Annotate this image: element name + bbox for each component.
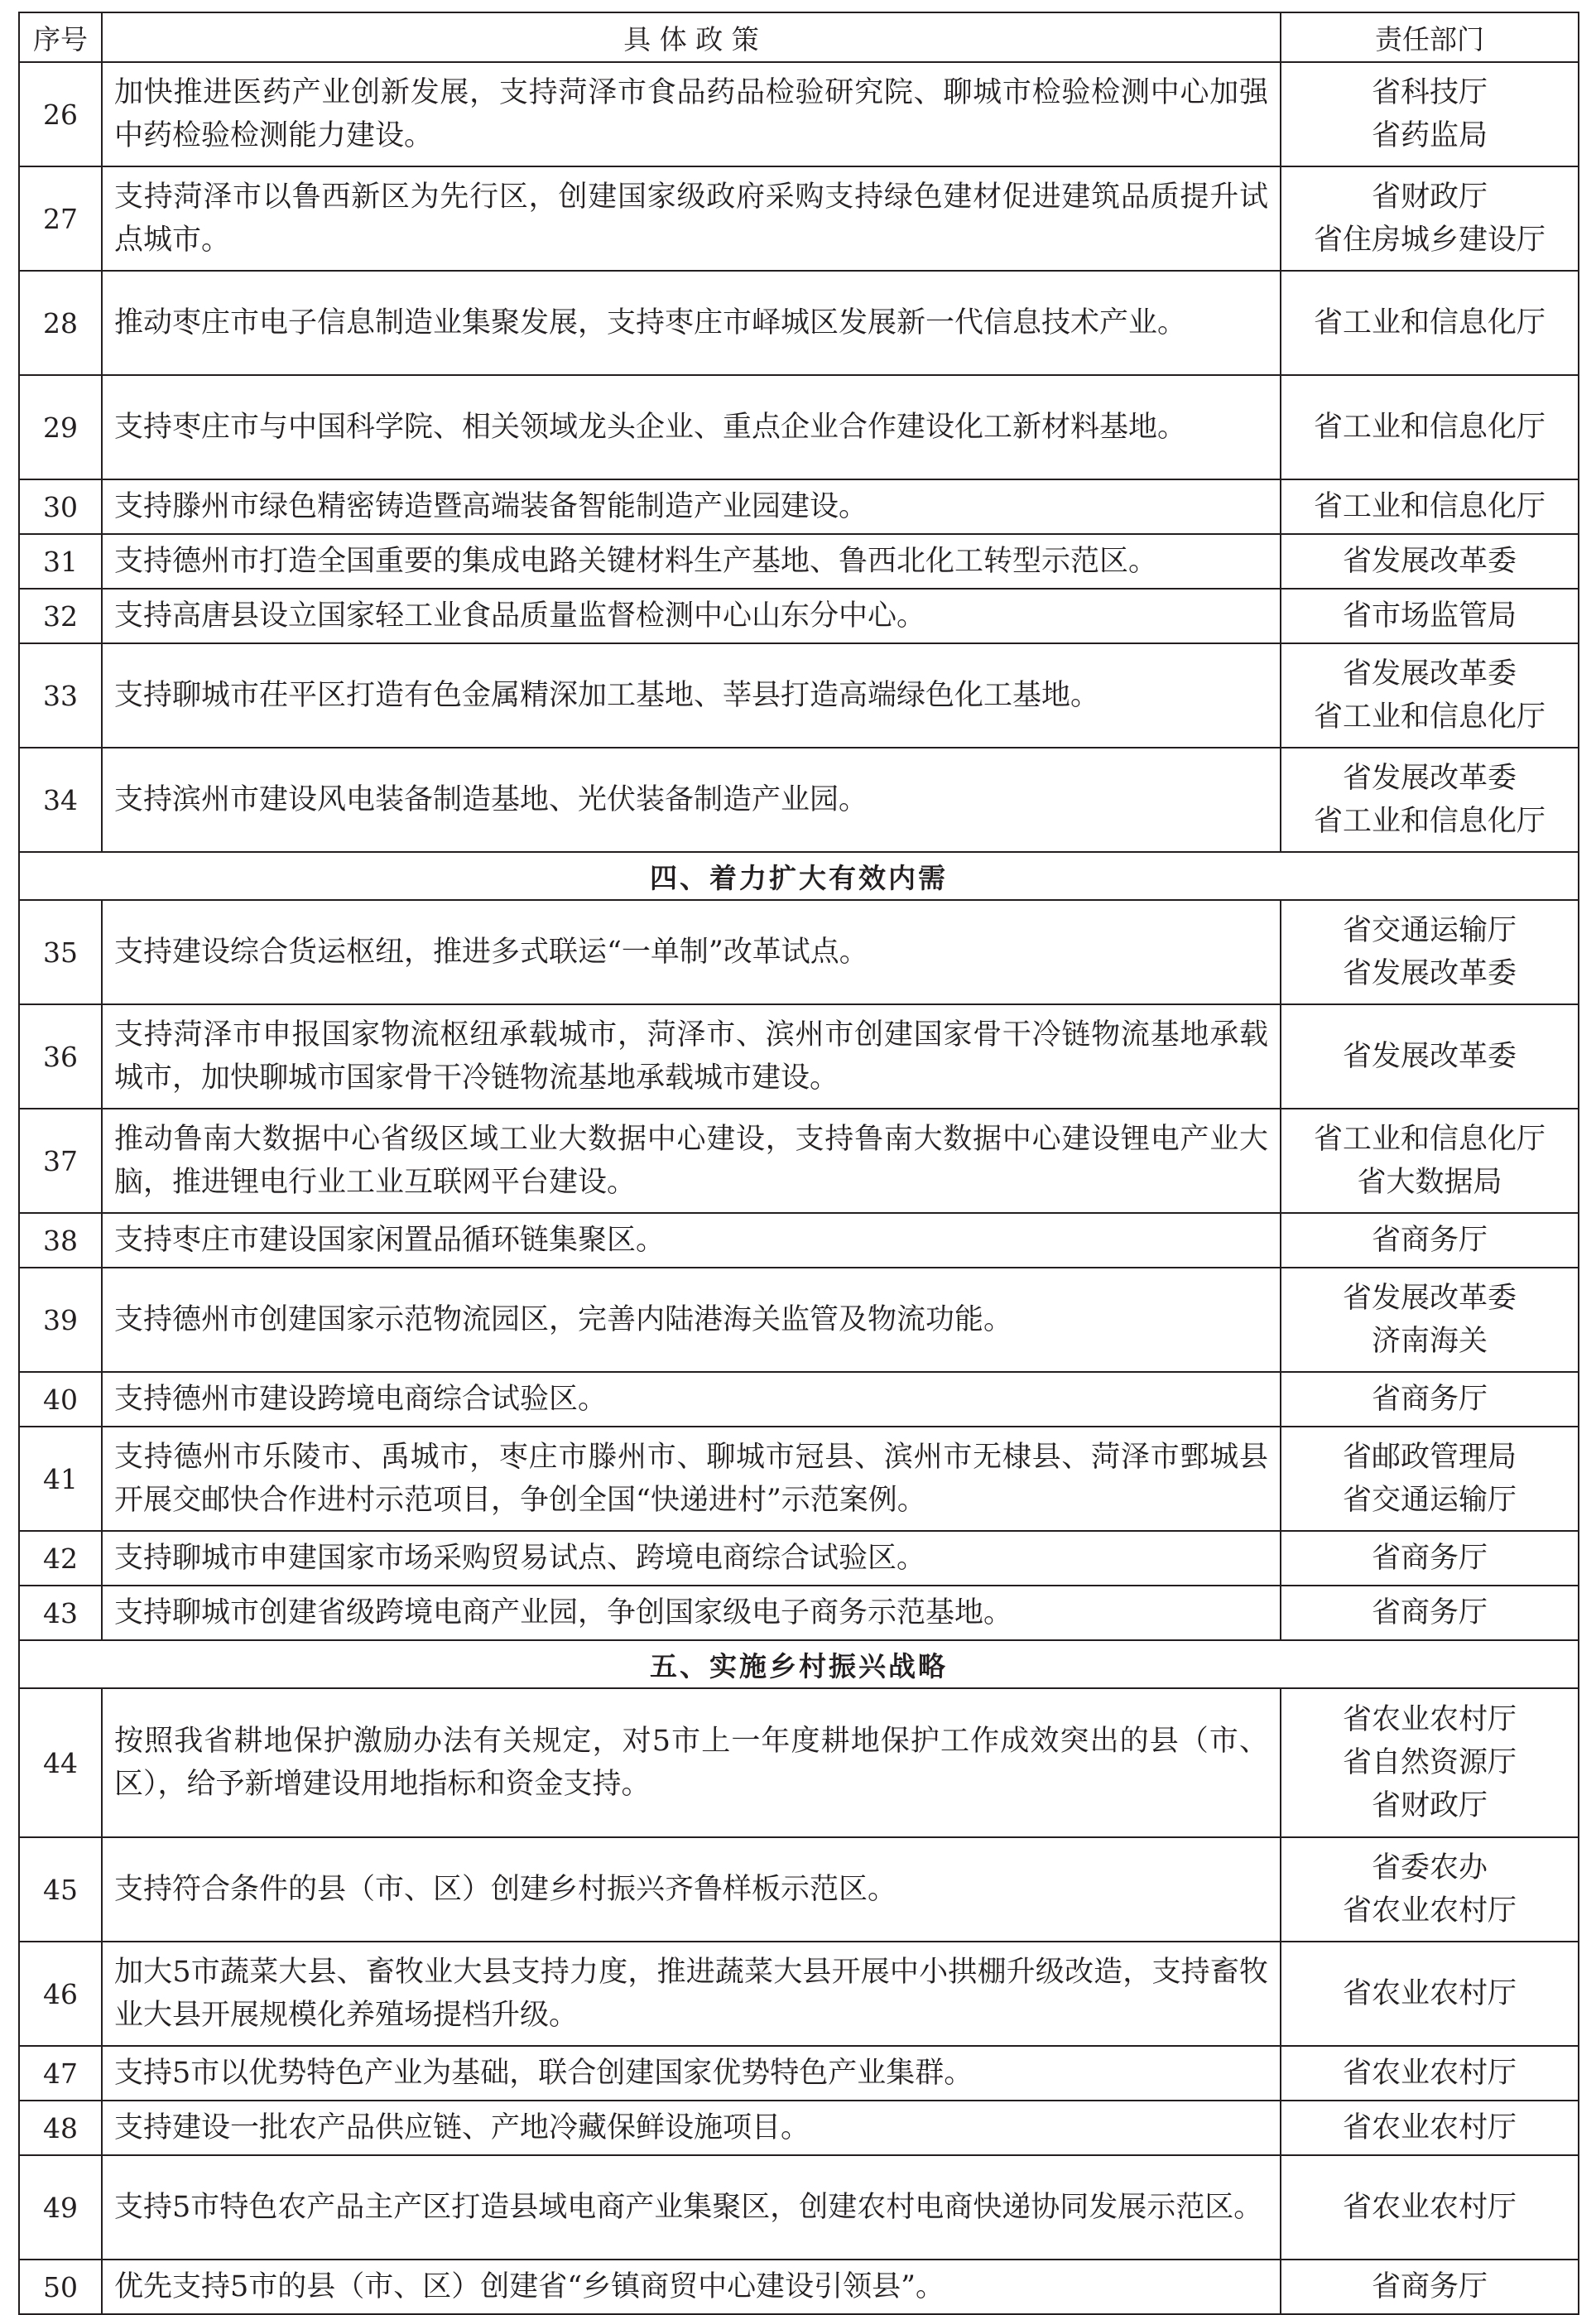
table-row [19,748,1579,852]
department-name: 省发展改革委 [1342,545,1517,578]
responsible-department [1281,479,1579,534]
department-name: 省自然资源厅 [1342,1746,1517,1779]
table-row [19,2046,1579,2101]
responsible-department [1281,900,1579,1004]
responsible-department [1281,2260,1579,2314]
table-row [19,1213,1579,1268]
table-row [19,643,1579,748]
policy-text: 支持5市以优势特色产业为基础，联合创建国家优势特色产业集群。 [102,2046,1281,2101]
table-row [19,2101,1579,2155]
header-dept: 责任部门 [1281,12,1579,62]
policy-text: 加大5市蔬菜大县、畜牧业大县支持力度，推进蔬菜大县开展中小拱棚升级改造，支持畜牧业大县开展规模化养殖场提档升级。 [102,1942,1281,2046]
policy-text: 支持建设综合货运枢纽，推进多式联运“一单制”改革试点。 [102,900,1281,1004]
department-name: 省工业和信息化厅 [1313,490,1546,523]
responsible-department [1281,166,1579,271]
table-row [19,479,1579,534]
policy-text: 支持聊城市茌平区打造有色金属精深加工基地、莘县打造高端绿色化工基地。 [102,643,1281,748]
policy-text: 支持菏泽市申报国家物流枢纽承载城市，菏泽市、滨州市创建国家骨干冷链物流基地承载城市，加快聊城市国家骨干冷链物流基地承载城市建设。 [102,1004,1281,1109]
responsible-department [1281,1688,1579,1837]
department-name: 省发展改革委 [1342,1282,1517,1315]
header-policy: 具 体 政 策 [102,12,1281,62]
department-name: 省交通运输厅 [1342,914,1517,947]
responsible-department [1281,534,1579,589]
department-name: 省交通运输厅 [1342,1484,1517,1517]
department-name: 省市场监管局 [1342,599,1517,633]
table-row [19,1268,1579,1372]
responsible-department [1281,271,1579,375]
department-name: 省药监局 [1371,119,1488,152]
responsible-department [1281,1372,1579,1427]
policy-text: 推动鲁南大数据中心省级区域工业大数据中心建设，支持鲁南大数据中心建设锂电产业大脑，推进锂电行业工业互联网平台建设。 [102,1109,1281,1213]
department-name: 省工业和信息化厅 [1313,1123,1546,1156]
responsible-department [1281,1109,1579,1213]
responsible-department [1281,748,1579,852]
department-name: 省发展改革委 [1342,1040,1517,1073]
table-row [19,1942,1579,2046]
row-number: 30 [19,479,102,534]
policy-text: 支持菏泽市以鲁西新区为先行区，创建国家级政府采购支持绿色建材促进建筑品质提升试点城市。 [102,166,1281,271]
responsible-department [1281,2155,1579,2260]
policy-text: 支持德州市创建国家示范物流园区，完善内陆港海关监管及物流功能。 [102,1268,1281,1372]
policy-text: 支持枣庄市与中国科学院、相关领域龙头企业、重点企业合作建设化工新材料基地。 [102,375,1281,479]
table-header-row [19,12,1579,62]
department-name: 省工业和信息化厅 [1313,306,1546,339]
row-number: 27 [19,166,102,271]
row-number: 29 [19,375,102,479]
section-row [19,1640,1579,1688]
row-number: 32 [19,589,102,643]
responsible-department [1281,2046,1579,2101]
table-row [19,534,1579,589]
table-row [19,62,1579,166]
department-name: 省农业农村厅 [1342,1894,1517,1928]
row-number: 48 [19,2101,102,2155]
department-name: 省财政厅 [1371,1789,1488,1822]
department-name: 省农业农村厅 [1342,1703,1517,1736]
policy-text: 按照我省耕地保护激励办法有关规定，对5市上一年度耕地保护工作成效突出的县（市、区），给予新增建设用地指标和资金支持。 [102,1688,1281,1837]
policy-text: 优先支持5市的县（市、区）创建省“乡镇商贸中心建设引领县”。 [102,2260,1281,2314]
policy-text: 推动枣庄市电子信息制造业集聚发展，支持枣庄市峄城区发展新一代信息技术产业。 [102,271,1281,375]
responsible-department [1281,1531,1579,1586]
responsible-department [1281,643,1579,748]
department-name: 省工业和信息化厅 [1313,805,1546,838]
table-row [19,1688,1579,1837]
department-name: 省农业农村厅 [1342,1977,1517,2010]
table-row [19,1109,1579,1213]
table-row [19,1531,1579,1586]
section-title: 五、实施乡村振兴战略 [19,1640,1579,1688]
policy-text: 支持德州市乐陵市、禹城市，枣庄市滕州市、聊城市冠县、滨州市无棣县、菏泽市鄄城县开展交邮快合作进村示范项目，争创全国“快递进村”示范案例。 [102,1427,1281,1531]
row-number: 45 [19,1837,102,1942]
row-number: 41 [19,1427,102,1531]
department-name: 省大数据局 [1357,1166,1502,1199]
responsible-department [1281,62,1579,166]
policy-text: 支持德州市打造全国重要的集成电路关键材料生产基地、鲁西北化工转型示范区。 [102,534,1281,589]
policy-text: 支持德州市建设跨境电商综合试验区。 [102,1372,1281,1427]
table-row [19,1427,1579,1531]
responsible-department [1281,1213,1579,1268]
department-name: 省商务厅 [1371,1383,1488,1416]
row-number: 28 [19,271,102,375]
row-number: 33 [19,643,102,748]
table-row [19,1586,1579,1640]
policy-text: 支持高唐县设立国家轻工业食品质量监督检测中心山东分中心。 [102,589,1281,643]
policy-table [18,12,1579,2315]
responsible-department [1281,1586,1579,1640]
responsible-department [1281,1268,1579,1372]
policy-text: 支持聊城市创建省级跨境电商产业园，争创国家级电子商务示范基地。 [102,1586,1281,1640]
department-name: 省科技厅 [1371,76,1488,109]
policy-text: 支持枣庄市建设国家闲置品循环链集聚区。 [102,1213,1281,1268]
section-title: 四、着力扩大有效内需 [19,852,1579,900]
row-number: 38 [19,1213,102,1268]
row-number: 44 [19,1688,102,1837]
row-number: 47 [19,2046,102,2101]
department-name: 省财政厅 [1371,180,1488,214]
department-name: 省商务厅 [1371,1596,1488,1629]
table-row [19,2155,1579,2260]
policy-text: 支持滨州市建设风电装备制造基地、光伏装备制造产业园。 [102,748,1281,852]
row-number: 34 [19,748,102,852]
responsible-department [1281,1004,1579,1109]
department-name: 省商务厅 [1371,2270,1488,2303]
department-name: 省发展改革委 [1342,762,1517,795]
row-number: 43 [19,1586,102,1640]
department-name: 省住房城乡建设厅 [1313,224,1546,257]
department-name: 省商务厅 [1371,1542,1488,1575]
responsible-department [1281,1942,1579,2046]
row-number: 42 [19,1531,102,1586]
department-name: 省农业农村厅 [1342,2057,1517,2090]
table-row [19,375,1579,479]
policy-text: 支持5市特色农产品主产区打造县域电商产业集聚区，创建农村电商快递协同发展示范区。 [102,2155,1281,2260]
row-number: 40 [19,1372,102,1427]
row-number: 36 [19,1004,102,1109]
table-row [19,1372,1579,1427]
department-name: 省农业农村厅 [1342,2191,1517,2224]
table-row [19,1837,1579,1942]
row-number: 31 [19,534,102,589]
policy-text: 支持建设一批农产品供应链、产地冷藏保鲜设施项目。 [102,2101,1281,2155]
table-body [19,62,1579,2314]
policy-text: 支持聊城市申建国家市场采购贸易试点、跨境电商综合试验区。 [102,1531,1281,1586]
table-row [19,166,1579,271]
responsible-department [1281,2101,1579,2155]
row-number: 50 [19,2260,102,2314]
department-name: 省发展改革委 [1342,657,1517,691]
header-num: 序号 [19,12,102,62]
table-row [19,271,1579,375]
department-name: 省邮政管理局 [1342,1441,1517,1474]
section-row [19,852,1579,900]
row-number: 26 [19,62,102,166]
table-row [19,589,1579,643]
row-number: 46 [19,1942,102,2046]
row-number: 37 [19,1109,102,1213]
table-row [19,900,1579,1004]
department-name: 济南海关 [1371,1325,1488,1358]
row-number: 39 [19,1268,102,1372]
department-name: 省委农办 [1371,1851,1488,1884]
responsible-department [1281,375,1579,479]
row-number: 49 [19,2155,102,2260]
department-name: 省农业农村厅 [1342,2111,1517,2144]
responsible-department [1281,1837,1579,1942]
table-row [19,1004,1579,1109]
department-name: 省商务厅 [1371,1224,1488,1257]
policy-text: 加快推进医药产业创新发展，支持菏泽市食品药品检验研究院、聊城市检验检测中心加强中药检验检测能力建设。 [102,62,1281,166]
policy-text: 支持符合条件的县（市、区）创建乡村振兴齐鲁样板示范区。 [102,1837,1281,1942]
policy-text: 支持滕州市绿色精密铸造暨高端装备智能制造产业园建设。 [102,479,1281,534]
responsible-department [1281,589,1579,643]
department-name: 省工业和信息化厅 [1313,411,1546,444]
row-number: 35 [19,900,102,1004]
department-name: 省发展改革委 [1342,957,1517,990]
table-row [19,2260,1579,2314]
department-name: 省工业和信息化厅 [1313,700,1546,734]
responsible-department [1281,1427,1579,1531]
